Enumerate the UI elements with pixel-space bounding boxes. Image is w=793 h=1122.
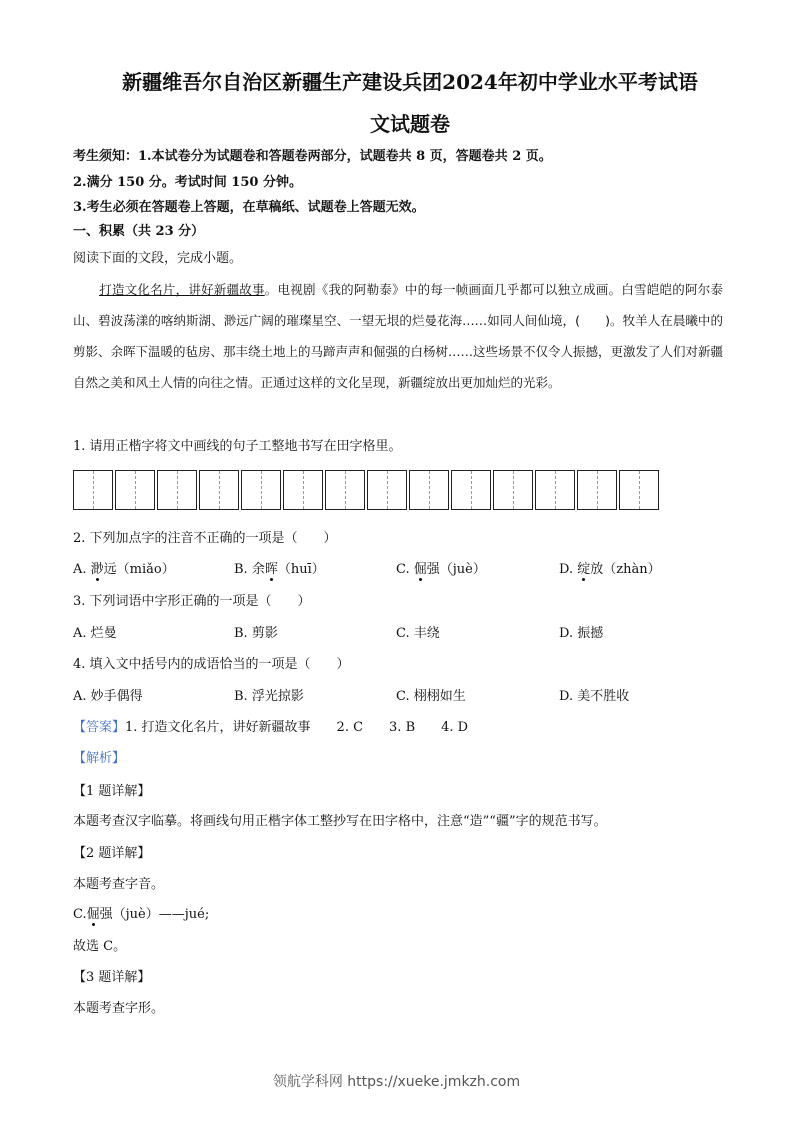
grid-cell[interactable]: [535, 470, 575, 510]
grid-cell[interactable]: [199, 470, 239, 510]
grid-cell[interactable]: [283, 470, 323, 510]
dotted-char: 倔: [413, 562, 427, 577]
grid-cell[interactable]: [367, 470, 407, 510]
q4-option-b[interactable]: B. 浮光掠影: [234, 689, 304, 704]
detail-1-tag: 【1 题详解】: [73, 784, 151, 799]
answer-line: [73, 719, 468, 737]
grid-cell[interactable]: [577, 470, 617, 510]
detail-3-tag: 【3 题详解】: [73, 970, 151, 985]
grid-cell[interactable]: [241, 470, 281, 510]
analysis-tag: 【解析】: [73, 751, 126, 766]
q2-option-b[interactable]: B. 余晖（huī）: [234, 562, 325, 577]
q3-option-a[interactable]: A. 烂曼: [73, 626, 117, 641]
grid-cell[interactable]: [451, 470, 491, 510]
reading-passage: [73, 274, 723, 398]
detail-2-line: C.倔强（juè）——jué;: [73, 907, 210, 922]
section-heading: 一、积累（共 23 分）: [73, 224, 205, 239]
grid-cell[interactable]: [325, 470, 365, 510]
grid-cell[interactable]: [157, 470, 197, 510]
q4-option-c[interactable]: C. 栩栩如生: [396, 689, 466, 704]
passage-text: 。电视剧《我的阿勒泰》中的每一帧画面几乎都可以独立成画。白雪皑皑的阿尔泰山、碧波荡漾的喀纳斯湖、渺远广阔的璀璨星空、一望无垠的烂曼花海……如同人间仙境，( )。牧羊人在晨曦中的剪影、余晖下温暖的毡房、那丰绕土地上的马蹄声声和倔强的白杨树……这些场景不仅令人振撼，更激发了人们对新疆自然之美和风土人情的向往之情。正通过这样的文化呈现，新疆绽放出更加灿烂的光彩。: [73, 282, 724, 390]
q3-option-c[interactable]: C. 丰绕: [396, 626, 440, 641]
notice-line-1: 考生须知：1.本试卷分为试题卷和答题卷两部分，试题卷共 8 页，答题卷共 2 页。: [73, 149, 552, 164]
footer-watermark: 领航学科网 https://xueke.jmkzh.com: [272, 1074, 521, 1090]
dotted-char: 晖: [264, 562, 278, 577]
exam-title-line2: 文试题卷: [370, 112, 450, 136]
answer-tag: 【答案】: [73, 720, 126, 735]
tianzige-grid[interactable]: [73, 470, 661, 510]
detail-3-text: 本题考查字形。: [73, 1001, 165, 1016]
grid-cell[interactable]: [493, 470, 533, 510]
grid-cell[interactable]: [619, 470, 659, 510]
question-4: 4. 填入文中括号内的成语恰当的一项是（ ）: [73, 657, 350, 672]
notice-line-2: 2.满分 150 分。考试时间 150 分钟。: [73, 175, 302, 190]
dotted-char: 渺: [90, 562, 104, 577]
dotted-char: 绽: [577, 562, 591, 577]
reading-instruction: 阅读下面的文段，完成小题。: [73, 251, 243, 266]
dotted-char: 倔: [86, 907, 100, 922]
detail-2-conclusion: 故选 C。: [73, 939, 127, 954]
grid-cell[interactable]: [115, 470, 155, 510]
notice-line-3: 3.考生必须在答题卷上答题，在草稿纸、试题卷上答题无效。: [73, 200, 425, 215]
underlined-sentence: 打造文化名片，讲好新疆故事: [99, 282, 265, 297]
q3-option-b[interactable]: B. 剪影: [234, 626, 278, 641]
q2-option-c[interactable]: C. 倔强（juè）: [396, 562, 486, 577]
q4-option-d[interactable]: D. 美不胜收: [559, 689, 630, 704]
q2-option-d[interactable]: D. 绽放（zhàn）: [559, 562, 661, 577]
grid-cell[interactable]: [73, 470, 113, 510]
exam-title-line1: 新疆维吾尔自治区新疆生产建设兵团2024年初中学业水平考试语: [122, 70, 698, 94]
question-1: 1. 请用正楷字将文中画线的句子工整地书写在田字格里。: [73, 439, 402, 454]
q4-option-a[interactable]: A. 妙手偶得: [73, 689, 143, 704]
detail-2-text: 本题考查字音。: [73, 877, 165, 892]
question-2: 2. 下列加点字的注音不正确的一项是（ ）: [73, 531, 337, 546]
answer-text: 1. 打造文化名片，讲好新疆故事 2. C 3. B 4. D: [125, 720, 469, 735]
question-3: 3. 下列词语中字形正确的一项是（ ）: [73, 594, 311, 609]
q3-option-d[interactable]: D. 振撼: [559, 626, 604, 641]
detail-1-text: 本题考查汉字临摹。将画线句用正楷字体工整抄写在田字格中，注意“造”“疆”字的规范书写。: [73, 814, 607, 829]
detail-2-tag: 【2 题详解】: [73, 846, 151, 861]
grid-cell[interactable]: [409, 470, 449, 510]
q2-option-a[interactable]: A. 渺远（miǎo）: [73, 562, 175, 577]
